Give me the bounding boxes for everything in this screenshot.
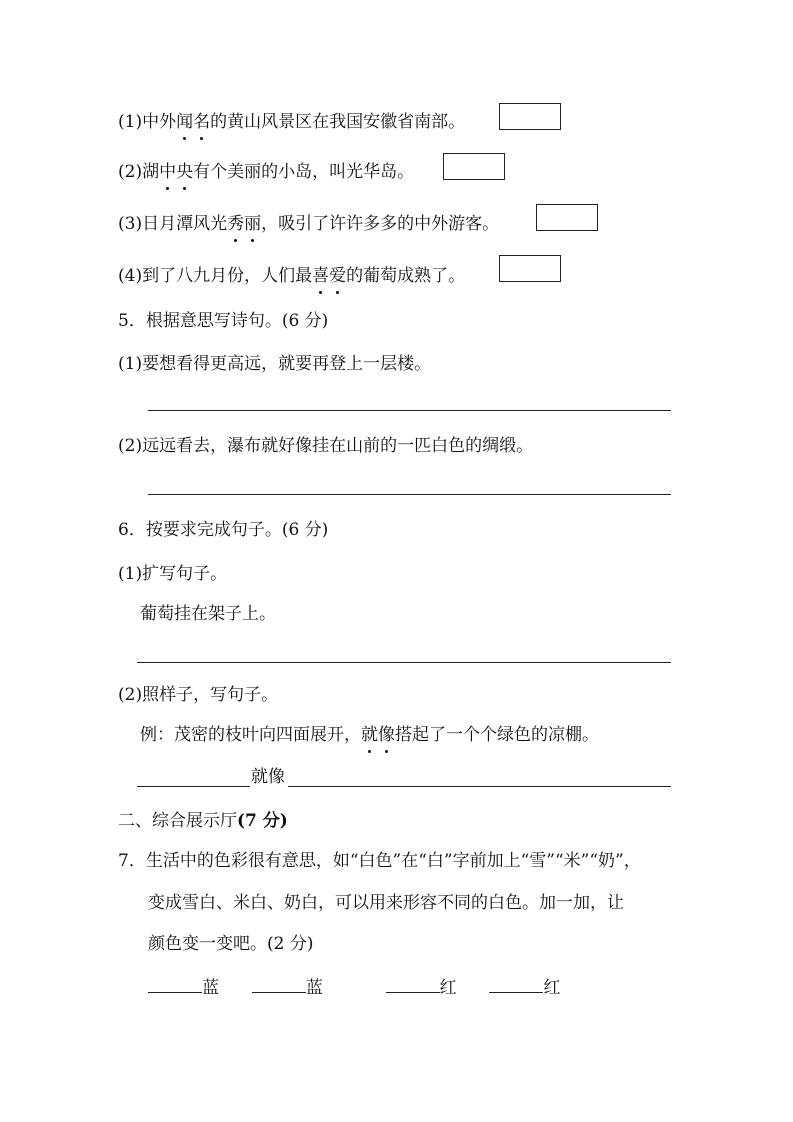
q5-title: 5．根据意思写诗句。(6 分) bbox=[118, 311, 329, 331]
q4-item-4-prefix: (4)到了八九月份，人们最 bbox=[118, 266, 313, 286]
q7-blank-4[interactable] bbox=[489, 974, 543, 993]
q6-title: 6．按要求完成句子。(6 分) bbox=[118, 520, 329, 540]
q4-item-2-dotted-char-2: 央 bbox=[176, 162, 194, 182]
q6-item-2-blank-after[interactable] bbox=[288, 786, 671, 787]
q6-item-2-title: (2)照样子，写句子。 bbox=[118, 685, 279, 705]
q4-item-2-dotted-char-1: 中 bbox=[159, 162, 177, 182]
q5-item-1: (1)要想看得更高远，就要再登上一层楼。 bbox=[118, 354, 432, 374]
q7-blank-3[interactable] bbox=[386, 974, 440, 993]
q7-color-3: 红 bbox=[439, 978, 457, 998]
q4-item-3-suffix: ，吸引了许许多多的中外游客。 bbox=[261, 214, 500, 234]
q4-item-4-dotted-char-1: 喜 bbox=[312, 266, 330, 286]
q4-item-2-answer-box[interactable] bbox=[443, 153, 505, 180]
q7-blank-1[interactable] bbox=[148, 974, 202, 993]
section-2-title-text: 二、综合展示厅 bbox=[118, 811, 237, 831]
q6-example-suffix: 搭起了一个个绿色的凉棚。 bbox=[395, 725, 599, 745]
q4-item-3-dotted-char-1: 秀 bbox=[227, 214, 245, 234]
q4-item-1-answer-box[interactable] bbox=[499, 103, 561, 130]
q4-item-4-dotted-char-2: 爱 bbox=[329, 266, 347, 286]
q4-item-2-prefix: (2)湖 bbox=[118, 162, 160, 182]
q6-example-dotted-char-2: 像 bbox=[378, 725, 395, 745]
q4-item-2-suffix: 有个美丽的小岛，叫光华岛。 bbox=[193, 162, 415, 182]
q4-item-3 bbox=[118, 212, 499, 236]
q4-item-3-answer-box[interactable] bbox=[536, 204, 598, 231]
q7-blanks-row bbox=[148, 974, 560, 1000]
q4-item-1-suffix: 的黄山风景区在我国安徽省南部。 bbox=[210, 112, 466, 132]
q7-blank-2[interactable] bbox=[252, 974, 306, 993]
q6-item-2-blank-before[interactable] bbox=[137, 786, 250, 787]
q4-item-4 bbox=[118, 264, 465, 288]
q6-example bbox=[140, 723, 599, 747]
q5-item-1-answer-line[interactable] bbox=[148, 410, 671, 411]
q5-item-2-answer-line[interactable] bbox=[148, 494, 671, 495]
q4-item-1 bbox=[118, 110, 465, 134]
q5-item-2: (2)远远看去，瀑布就好像挂在山前的一匹白色的绸缎。 bbox=[118, 436, 534, 456]
q6-example-prefix: 例：茂密的枝叶向四面展开， bbox=[140, 725, 361, 745]
q6-item-1-sentence: 葡萄挂在架子上。 bbox=[140, 604, 276, 624]
q7-color-2: 蓝 bbox=[305, 978, 323, 998]
q4-item-3-dotted-char-2: 丽 bbox=[244, 214, 262, 234]
q7-color-4: 红 bbox=[543, 978, 561, 998]
q4-item-1-prefix: (1)中外 bbox=[118, 112, 177, 132]
q4-item-3-prefix: (3)日月潭风光 bbox=[118, 214, 228, 234]
q6-item-1-answer-line[interactable] bbox=[137, 662, 671, 663]
q7-line-1: 7．生活中的色彩很有意思，如“白色”在“白”字前加上“雪”“米”“奶”， bbox=[118, 851, 641, 871]
q4-item-2 bbox=[118, 160, 414, 184]
q4-item-4-answer-box[interactable] bbox=[499, 255, 561, 282]
section-2-title-score: (7 分) bbox=[237, 811, 288, 831]
q7-line-2: 变成雪白、米白、奶白，可以用来形容不同的白色。加一加，让 bbox=[148, 893, 624, 913]
q6-example-dotted-char-1: 就 bbox=[361, 725, 378, 745]
q4-item-1-dotted-char-2: 名 bbox=[193, 112, 211, 132]
section-2-title bbox=[118, 809, 288, 833]
q4-item-4-suffix: 的葡萄成熟了。 bbox=[346, 266, 466, 286]
q6-item-1-title: (1)扩写句子。 bbox=[118, 564, 228, 584]
q7-color-1: 蓝 bbox=[202, 978, 219, 998]
q6-fill-word: 就像 bbox=[251, 767, 285, 787]
q7-line-3: 颜色变一变吧。(2 分) bbox=[148, 934, 314, 954]
q4-item-1-dotted-char-1: 闻 bbox=[176, 112, 194, 132]
